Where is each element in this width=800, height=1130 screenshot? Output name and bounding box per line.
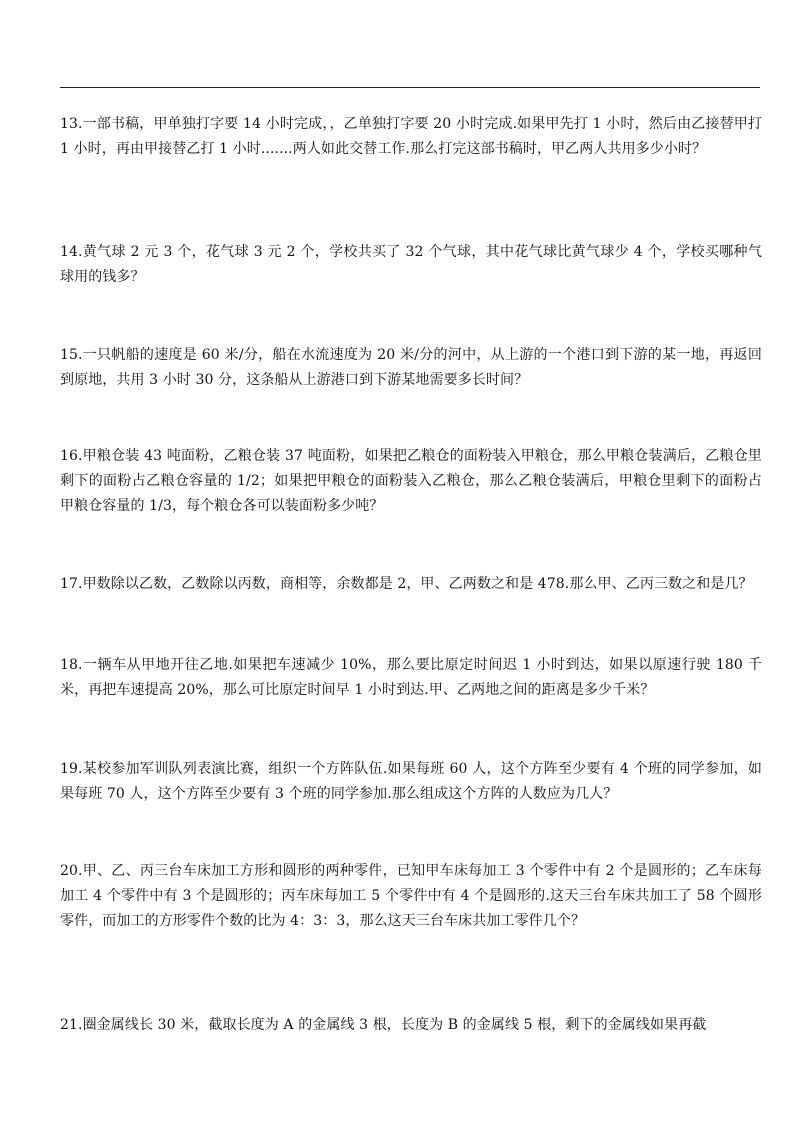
- problem-16: 16.甲粮仓装 43 吨面粉，乙粮仓装 37 吨面粉，如果把乙粮仓的面粉装入甲粮仓，那么甲粮仓装满后，乙粮仓里剩下的面粉占乙粮仓容量的 1/2；如果把甲粮仓的面粉装入乙粮仓，那么乙粮仓装满后，甲粮仓里剩下的面粉占甲粮仓容量的 1/3，每个粮仓各可以装面粉多少吨？: [60, 448, 762, 514]
- problem-20: 20.甲、乙、丙三台车床加工方形和圆形的两种零件，已知甲车床每加工 3 个零件中有 2 个是圆形的；乙车床每加工 4 个零件中有 3 个是圆形的；丙车床每加工 5 个零件中有 4 个是圆形的.这天三台车床共加工了 58 个圆形零件，而加工的方形零件个数的比为 4：3：3，那么这天三台车床共加工零件几个？: [60, 863, 762, 929]
- problem-21: 21.圈金属线长 30 米，截取长度为 A 的金属线 3 根，长度为 B 的金属线 5 根，剩下的金属线如果再截: [60, 1017, 707, 1033]
- problem-17: 17.甲数除以乙数，乙数除以丙数，商相等，余数都是 2，甲、乙两数之和是 478.那么甲、乙丙三数之和是几？: [60, 576, 753, 592]
- header-rule: [60, 87, 760, 88]
- problem-18: 18.一辆车从甲地开往乙地.如果把车速减少 10%，那么要比原定时间迟 1 小时到达，如果以原速行驶 180 千米，再把车速提高 20%，那么可比原定时间早 1 小时到达.甲、乙两地之间的距离是多少千米？: [60, 657, 762, 698]
- problem-15: 15.一只帆船的速度是 60 米/分，船在水流速度为 20 米/分的河中，从上游的一个港口到下游的某一地，再返回到原地，共用 3 小时 30 分，这条船从上游港口到下游某地需要多长时间？: [60, 347, 762, 388]
- problem-14: 14.黄气球 2 元 3 个，花气球 3 元 2 个，学校共买了 32 个气球，其中花气球比黄气球少 4 个，学校买哪种气球用的钱多？: [60, 244, 762, 285]
- problem-13: 13.一部书稿，甲单独打字要 14 小时完成，，乙单独打字要 20 小时完成.如果甲先打 1 小时，然后由乙接替甲打 1 小时，再由甲接替乙打 1 小时.......两人如此交替工作.那么打完这部书稿时，甲乙两人共用多少小时？: [60, 116, 762, 157]
- problem-19: 19.某校参加军训队列表演比赛，组织一个方阵队伍.如果每班 60 人，这个方阵至少要有 4 个班的同学参加，如果每班 70 人，这个方阵至少要有 3 个班的同学参加.那么组成这个方阵的人数应为几人？: [60, 761, 762, 802]
